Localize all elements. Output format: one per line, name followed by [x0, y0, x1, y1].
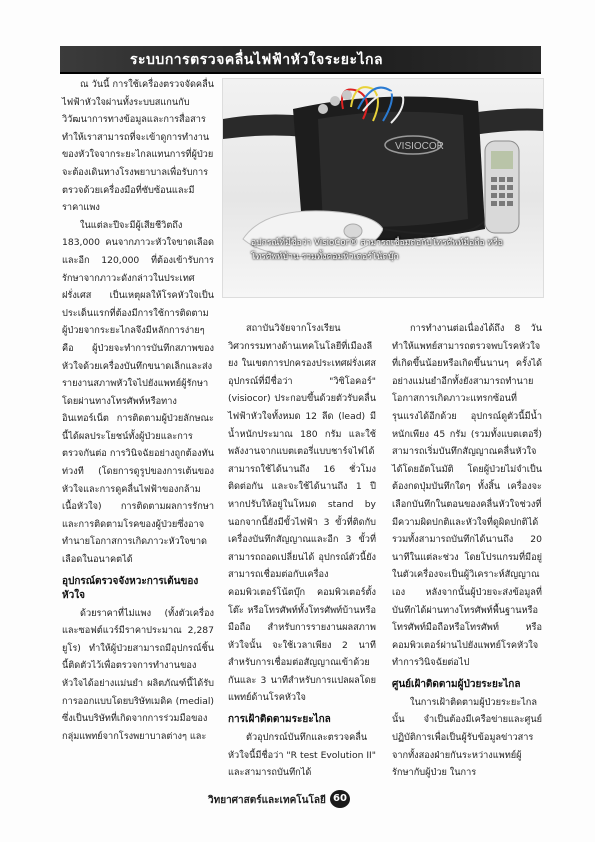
column-left — [62, 76, 214, 745]
belt-strap-right — [471, 109, 543, 136]
paragraph-r-test: ตัวอุปกรณ์บันทึกและตรวจคลื่นหัวใจนี้มีชื่อว่า "R test Evolution II" และสามารถบันทึกได้ — [228, 732, 376, 779]
device-photo — [222, 78, 544, 298]
paragraph-statistics: ในแต่ละปีจะมีผู้เสียชีวิตถึง 183,000 คนจากภาวะหัวใจขาดเลือด และอีก 120,000 ที่ต้องเข้ารับการรักษาจากภาวะดังกล่าวในประเทศฝรั่งเศส เป็นเหตุผลให้โรคหัวใจเป็นประเด็นแรกที่ต้องมีการใช้การติดตามผู้ป่วยจากระยะไกลจึงมีหลักการง่ายๆ คือ ผู้ป่วยจะทำการบันทึกสภาพของหัวใจด้วยเครื่องบันทึกขนาดเล็กและส่งรายงานสภาพหัวใจไปยังแพทย์ผู้รักษาโดยผ่านทางโทรศัพท์หรือทางอินเทอร์เน็ต การติดตามผู้ป่วยลักษณะนี้ได้ผลประโยชน์ทั้งผู้ป่วยและการตรวจกันต่อ การวินิจฉัยอย่างถูกต้องทันท่วงที (โดยการดูรูปของการเต้นของหัวใจและการดูคลื่นไฟฟ้าของกล้ามเนื้อหัวใจ) การติดตามผลการรักษาและการติดตามโรคของผู้ป่วยซึ่งอาจทำนายโอกาสการเกิดภาวะหัวใจขาดเลือดในอนาคตได้ — [62, 219, 214, 566]
electrode-clip — [342, 90, 352, 100]
page-number: 60 — [330, 790, 350, 808]
paragraph-continuous-recording: การทำงานต่อเนื่องได้ถึง 8 วันทำให้แพทย์สามารถตรวจพบโรคหัวใจที่เกิดขึ้นน้อยหรือเกิดขึ้นนานๆ ครั้งได้อย่างแม่นยำอีกทั้งยังสามารถทำนายโอกาสการเกิดภาวะแทรกซ้อนที่รุนแรงได้อีกด้วย อุปกรณ์ดูตัวนี้มีน้ำหนักเพียง 45 กรัม (รวมทั้งแบตเตอรี่) สามารถเริ่มบันทึกสัญญาณคลื่นหัวใจได้โดยอัตโนมัติ โดยผู้ป่วยไม่จำเป็นต้องกดปุ่มบันทึกใดๆ ทั้งสิ้น เครื่องจะเลือกบันทึกในตอนของคลื่นหัวใจช่วงที่มีความผิดปกติและหัวใจที่ดูผิดปกติได้รวมทั้งสามารถบันทึกได้นานถึง 20 นาทีในแต่ละช่วง โดยโปรแกรมที่มีอยู่ในตัวเครื่องจะเป็นผู้วิเคราะห์สัญญาณเอง หลังจากนั้นผู้ป่วยจะส่งข้อมูลที่บันทึกได้ผ่านทางโทรศัพท์พื้นฐานหรือโทรศัพท์มือถือหรือโทรศัพท์ หรือคอมพิวเตอร์ผ่านไปยังแพทย์โรคหัวใจทำการวินิจฉัยต่อไป — [392, 323, 542, 669]
paragraph-visiocor: สถาบันวิจัยจากโรงเรียนวิศวกรรมทางด้านเทคโนโลยีที่เมืองลียง ในเขตการปกครองประเทศฝรั่งเศส อุปกรณ์ที่มีชื่อว่า "วิซิโอคอร์" (visiocor) ประกอบขึ้นด้วยตัวรับคลื่นไฟฟ้าหัวใจทั้งหมด 12 ลีด (lead) มีน้ำหนักประมาณ 180 กรัม และใช้พลังงานจากแบตเตอรี่แบบชาร์จไฟได้สามารถใช้ได้นานถึง 16 ชั่วโมงติดต่อกัน และจะใช้ได้นานถึง 1 ปีหากปรับให้อยู่ในโหมด stand by นอกจากนี้ยังมีขั้วไฟฟ้า 3 ขั้วที่ติดกับเครื่องบันทึกสัญญาณและอีก 3 ขั้วที่สามารถถอดเปลี่ยนได้ อุปกรณ์ตัวนี้ยังสามารถเชื่อมต่อกับเครื่องคอมพิวเตอร์โน้ตบุ๊ก คอมพิวเตอร์ตั้งโต๊ะ หรือโทรศัพท์ทั้งโทรศัพท์บ้านหรือมือถือ สำหรับการรายงานผลสภาพหัวใจนั้น จะใช้เวลาเพียง 2 นาทีสำหรับการเชื่อมต่อสัญญาณเข้าด้วยกันและ 3 นาทีสำหรับการแปลผลโดยแพทย์ด้านโรคหัวใจ — [228, 323, 376, 704]
section-heading-monitoring-center: ศูนย์เฝ้าติดตามผู้ป่วยระยะไกล — [392, 678, 521, 690]
section-heading-heart-rhythm-device: อุปกรณ์ตรวจจังหวะการเต้นของหัวใจ — [62, 575, 199, 601]
paragraph-device-price: ด้วยราคาที่ไม่แพง (ทั้งตัวเครื่องและซอฟต์แวร์มีราคาประมาณ 2,287 ยูโร) ทำให้ผู้ป่วยสามารถมีอุปกรณ์ชิ้นนี้ติดตัวไว้เพื่อตรวจการทำงานของหัวใจได้อย่างแม่นยำ ผลิตภัณฑ์นี้ได้รับการออกแบบโดยบริษัทเมดิค (medial) ซึ่งเป็นบริษัทที่เกิดจากการร่วมมือของกลุ่มแพทย์จากโรงพยาบาลต่างๆ และ — [62, 607, 214, 742]
journal-name: วิทยาศาสตร์และเทคโนโลยี — [208, 795, 326, 806]
paragraph-intro: ณ วันนี้ การใช้เครื่องตรวจจัดคลื่นไฟฟ้าหัวใจผ่านทั้งระบบสแกนกับวิวัฒนาการทางข้อมูลและการสื่อสารทำให้เราสามารถที่จะเข้าดูการทำงานของหัวใจจากระยะไกลแทนการที่ผู้ป่วยจะต้องเดินทางโรงพยาบาลเพื่อรับการตรวจด้วยเครื่องมือที่ซับซ้อนและมีราคาแพง — [62, 79, 214, 214]
column-right — [392, 320, 542, 782]
bag-brand-text: VISIOCOR — [395, 141, 444, 152]
section-heading-remote-monitoring: การเฝ้าติดตามระยะไกล — [228, 714, 331, 726]
phone-screen — [491, 151, 513, 169]
article-title-bar — [60, 46, 541, 74]
column-middle — [228, 320, 376, 782]
bag-front-panel — [318, 112, 468, 227]
paragraph-network: ในการเฝ้าติดตามผู้ป่วยระยะไกลนั้น จำเป็นต้องมีเครือข่ายและศูนย์ปฏิบัติการเพื่อเป็นผู้รับข้อมูลข่าวสารจากทั้งสองฝ่ายกันระหว่างแพทย์ผู้รักษากับผู้ป่วย ในการ — [392, 696, 542, 779]
article-title: ระบบการตรวจคลื่นไฟฟ้าหัวใจระยะไกล — [130, 52, 384, 68]
electrode-clip — [318, 104, 328, 114]
photo-caption: อุปกรณ์ที่มีชื่อว่า VisioCor® สามารถเชื่อมต่อกับโทรศัพท์มือถือ หรือโทรศัพท์บ้าน รวมทั้งคอมพิวเตอร์โน้ตบุ๊ก — [251, 238, 503, 262]
page-footer — [208, 790, 358, 810]
device-illustration — [223, 79, 543, 297]
electrode-clip — [330, 96, 340, 106]
